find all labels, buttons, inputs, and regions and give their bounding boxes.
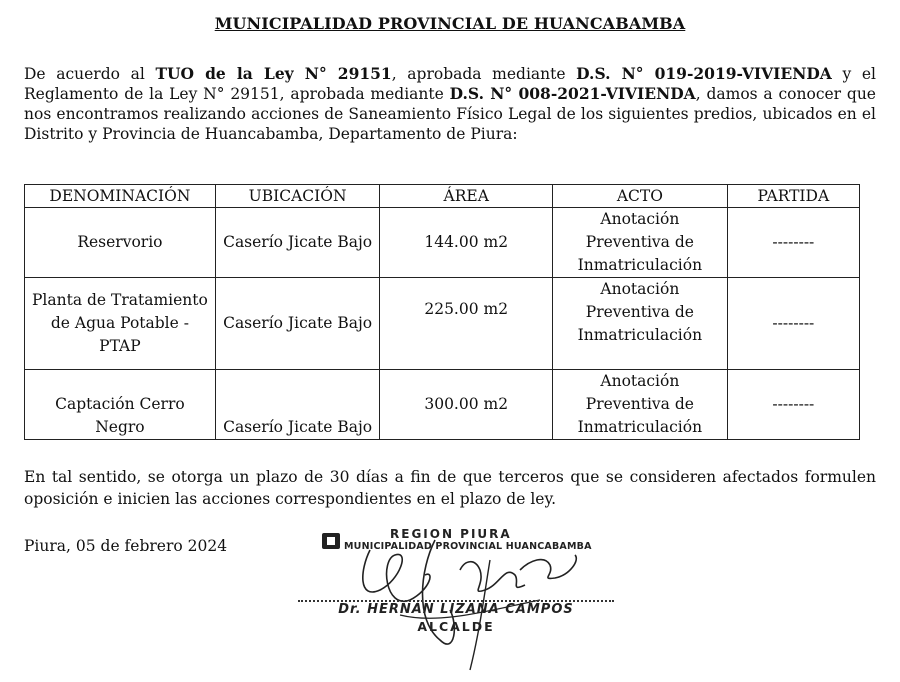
cell-ubicacion: Caserío Jicate Bajo — [215, 370, 380, 440]
intro-text-2: , aprobada mediante — [391, 65, 577, 83]
document-date: Piura, 05 de febrero 2024 — [24, 537, 228, 555]
table-row — [25, 278, 860, 370]
cell-ubicacion: Caserío Jicate Bajo — [215, 208, 380, 278]
properties-table — [24, 184, 860, 440]
municipal-logo-icon — [322, 533, 340, 549]
header-ubicacion: UBICACIÓN — [215, 185, 380, 208]
cell-acto: Anotación Preventiva de Inmatriculación — [553, 278, 728, 370]
header-denominacion: DENOMINACIÓN — [25, 185, 216, 208]
cell-partida: -------- — [727, 370, 859, 440]
cell-denominacion: Planta de Tratamiento de Agua Potable - PTAP — [25, 278, 216, 370]
cell-denominacion: Captación Cerro Negro — [25, 370, 216, 440]
seal-municipality-text: MUNICIPALIDAD PROVINCIAL HUANCABAMBA — [344, 541, 592, 552]
cell-denominacion: Reservorio — [25, 208, 216, 278]
cell-partida: -------- — [727, 208, 859, 278]
cell-area: 144.00 m2 — [380, 208, 553, 278]
closing-paragraph: En tal sentido, se otorga un plazo de 30 días a fin de que terceros que se consideren afectados formulen oposición e inicien las acciones correspondientes en el plazo de ley. — [24, 468, 876, 508]
cell-acto: Anotación Preventiva de Inmatriculación — [553, 370, 728, 440]
intro-text-1: De acuerdo al — [24, 65, 156, 83]
header-partida: PARTIDA — [727, 185, 859, 208]
intro-text-3: y el Reglamento de la Ley N° 29151, aprobada mediante — [24, 65, 876, 103]
table-header-row — [25, 185, 860, 208]
table-row — [25, 370, 860, 440]
cell-partida: -------- — [727, 278, 859, 370]
cell-acto: Anotación Preventiva de Inmatriculación — [553, 208, 728, 278]
intro-law-reference: TUO de la Ley N° 29151 — [155, 64, 392, 83]
table-row — [25, 208, 860, 278]
seal-region-text: REGION PIURA — [390, 527, 512, 541]
header-acto: ACTO — [553, 185, 728, 208]
intro-decree-2: D.S. N° 008-2021-VIVIENDA — [449, 84, 696, 103]
header-area: ÁREA — [380, 185, 553, 208]
cell-area: 300.00 m2 — [380, 370, 553, 440]
intro-paragraph — [24, 64, 876, 144]
cell-ubicacion: Caserío Jicate Bajo — [215, 278, 380, 370]
signer-role: ALCALDE — [417, 619, 495, 634]
signer-name: Dr. HERNÁN LIZANA CAMPOS — [338, 602, 574, 617]
cell-area: 225.00 m2 — [380, 278, 553, 370]
intro-text-4: , damos a conocer que nos encontramos realizando acciones de Saneamiento Físico Legal de los siguientes predios, ubicados en el Distrito y Provincia de Huancabamba, Departamento de Piura: — [24, 85, 876, 143]
intro-decree-1: D.S. N° 019-2019-VIVIENDA — [576, 64, 832, 83]
page-title: MUNICIPALIDAD PROVINCIAL DE HUANCABAMBA — [214, 14, 686, 33]
